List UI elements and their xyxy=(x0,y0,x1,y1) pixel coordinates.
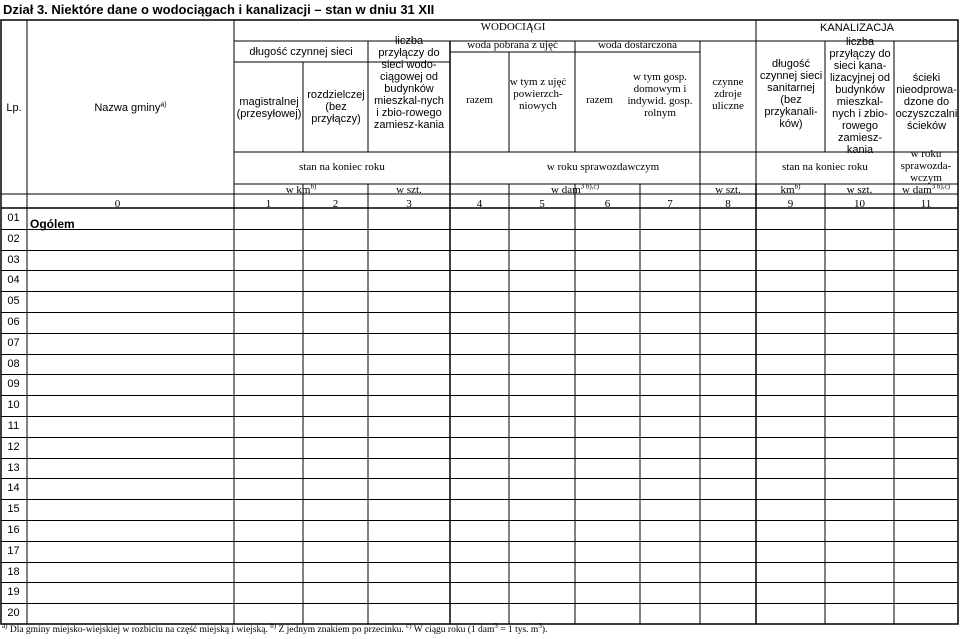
row-number: 04 xyxy=(7,274,20,287)
header-dlugosc-sieci: długość czynnej sieci xyxy=(249,46,353,58)
header-lp: Lp. xyxy=(6,102,22,114)
header-w-tym-ujec: w tym z ujęć powierzch-niowych xyxy=(509,76,567,112)
column-number: 5 xyxy=(539,198,545,210)
column-number: 10 xyxy=(854,198,865,210)
header-magistralnej: magistralnej (przesyłowej) xyxy=(236,96,302,120)
footnote-c-sup2: 3 xyxy=(538,621,542,630)
footnote-c3: ). xyxy=(541,625,548,635)
row-number: 03 xyxy=(7,253,20,266)
unit-dam-2-footnote: 3 b),c) xyxy=(931,182,950,191)
header-gmina-footnote: a) xyxy=(160,101,167,109)
header-w-roku: w roku sprawozdawczym xyxy=(546,161,660,173)
footnote-c2: = 1 tys. m xyxy=(500,625,539,635)
header-w-roku-2: w roku sprawozda-wczym xyxy=(900,148,952,184)
footnote-c-mark: c) xyxy=(406,621,412,630)
header-liczba-przylaczy-kan: liczba przyłączy do sieci kana-lizacyjnej od budynków mieszkal-nych i zbio-rowego zamiesz-kania xyxy=(829,36,891,156)
footnote-b: Z jednym znakiem po przecinku. xyxy=(278,625,404,635)
column-number: 1 xyxy=(265,198,272,210)
row-number: 05 xyxy=(7,295,20,308)
footnote-c: W ciągu roku (1 dam xyxy=(413,625,495,635)
unit-szt-3: w szt. xyxy=(846,184,873,196)
column-number: 6 xyxy=(604,198,611,210)
row-number: 12 xyxy=(7,440,20,453)
column-number: 4 xyxy=(476,198,483,210)
header-stan-1: stan na koniec roku xyxy=(299,161,385,173)
header-dlugosc-kan: długość czynnej sieci sanitarnej (bez przykanali-ków) xyxy=(759,58,823,130)
unit-km-2-label: km xyxy=(780,184,795,196)
row-number: 13 xyxy=(7,461,20,474)
unit-km-2-footnote: b) xyxy=(794,182,801,191)
row-number: 17 xyxy=(7,544,20,557)
column-number: 11 xyxy=(920,198,932,210)
row-number: 14 xyxy=(7,482,20,495)
footnote-a-mark: a) xyxy=(2,621,8,630)
header-razem-2: razem xyxy=(586,94,613,106)
unit-szt-2: w szt. xyxy=(715,184,741,196)
row-number: 18 xyxy=(7,565,20,578)
column-number: 9 xyxy=(787,198,794,210)
header-liczba-przylaczy-wod: liczba przyłączy do sieci wodo-ciągowej od budynków mieszkal-nych i zbio-rowego zamiesz-kania xyxy=(373,35,445,131)
unit-dam-label: w dam xyxy=(551,184,581,196)
row-number: 02 xyxy=(7,232,20,245)
footnote-a: Dla gminy miejsko-wiejskiej w rozbiciu na część miejską i wiejską. xyxy=(9,625,268,635)
row-ogolem-label: Ogólem xyxy=(30,217,75,231)
header-gmina xyxy=(27,102,234,114)
unit-dam-2 xyxy=(894,184,958,196)
row-number: 09 xyxy=(7,378,20,391)
column-number: 3 xyxy=(406,198,412,210)
section-title: Dział 3. Niektóre dane o wodociągach i kanalizacji – stan w dniu 31 XII xyxy=(3,2,435,17)
column-number: 8 xyxy=(725,198,731,210)
row-number: 08 xyxy=(7,357,20,370)
header-rozdzielczej: rozdzielczej (bez przyłączy) xyxy=(307,89,365,125)
unit-km xyxy=(234,184,368,196)
unit-szt-1: w szt. xyxy=(396,184,422,196)
header-kanalizacja: KANALIZACJA xyxy=(820,22,894,34)
row-number: 20 xyxy=(7,607,20,620)
header-razem-1: razem xyxy=(466,94,493,106)
unit-dam xyxy=(450,184,700,196)
row-number: 11 xyxy=(7,420,20,432)
row-number: 06 xyxy=(7,316,20,328)
unit-km-label: w km xyxy=(285,184,311,196)
row-number: 07 xyxy=(7,336,20,349)
column-number: 0 xyxy=(114,198,121,210)
header-zdroje: czynne zdroje uliczne xyxy=(712,76,744,112)
header-scieki: ścieki nieodprowa-dzone do oczyszczalni ścieków xyxy=(895,72,958,132)
unit-dam-2-label: w dam xyxy=(902,184,932,196)
column-number: 2 xyxy=(332,198,339,210)
footnote xyxy=(2,621,548,635)
row-number: 10 xyxy=(7,399,20,412)
header-stan-2: stan na koniec roku xyxy=(782,161,868,173)
row-number: 15 xyxy=(7,503,20,516)
header-woda-pobrana: woda pobrana z ujęć xyxy=(467,39,558,51)
unit-dam-footnote: 3 b),c) xyxy=(580,182,599,191)
footnote-b-mark: b) xyxy=(270,621,277,630)
header-gmina-label: Nazwa gminy xyxy=(94,102,161,114)
row-number: 19 xyxy=(7,586,20,599)
row-number: 01 xyxy=(7,212,20,224)
header-woda-dostarczona: woda dostarczona xyxy=(597,39,678,51)
header-w-tym-gosp: w tym gosp. domowym i indywid. gosp. rolnym xyxy=(627,71,693,119)
unit-km-footnote: b) xyxy=(310,182,317,191)
column-number: 7 xyxy=(667,198,673,210)
unit-km-2 xyxy=(756,184,825,196)
row-number: 16 xyxy=(7,524,20,536)
header-wodociagi: WODOCIĄGI xyxy=(480,21,546,33)
footnote-c-sup: 3 xyxy=(494,621,498,630)
